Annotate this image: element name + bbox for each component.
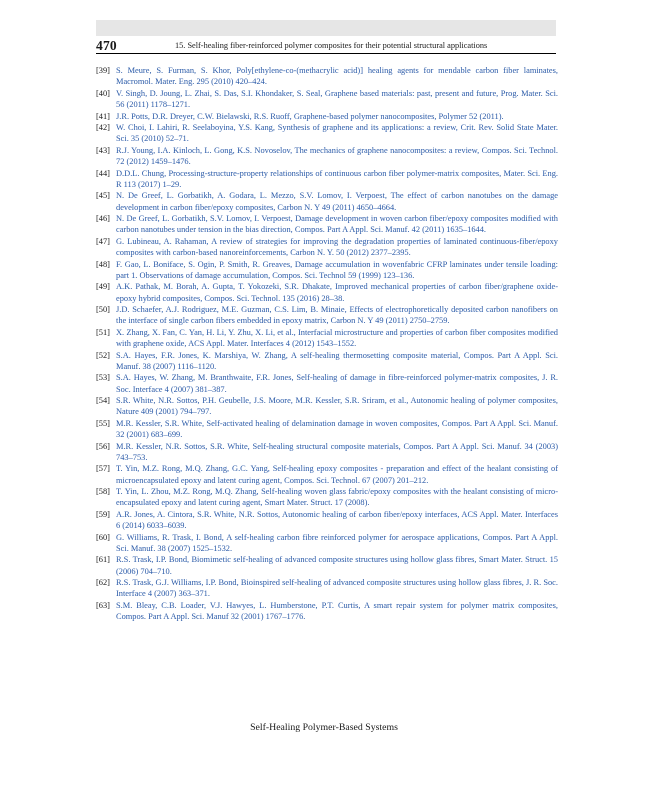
reference-number: [60] [96, 532, 110, 542]
reference-item [96, 65, 558, 88]
page-number: 470 [96, 38, 117, 53]
reference-number: [42] [96, 123, 110, 132]
reference-item [96, 395, 558, 418]
reference-item [96, 190, 558, 213]
reference-item [96, 327, 558, 350]
reference-item [96, 236, 558, 259]
reference-item [96, 281, 558, 304]
reference-item [96, 372, 558, 395]
reference-link[interactable]: S.M. Bleay, C.B. Loader, V.J. Hawyes, L. Humberstone, P.T. Curtis, A smart repair system for polymer matrix composites, Compos. Part A Appl. Sci. Manuf 32 (2001) 1767–1776. [116, 600, 558, 621]
reference-link[interactable]: S.A. Hayes, F.R. Jones, K. Marshiya, W. Zhang, A self-healing thermosetting composite material, Compos. Part A Appl. Sci. Manuf. 38 (2007) 1116–1120. [116, 350, 558, 371]
reference-link[interactable]: S. Meure, S. Furman, S. Khor, Poly[ethylene-co-(methacrylic acid)] healing agents for mendable carbon fiber laminates, Macromol. Mater. Eng. 295 (2010) 420–424. [116, 66, 558, 87]
reference-number: [55] [96, 418, 110, 428]
footer-book-title: Self-Healing Polymer-Based Systems [250, 722, 398, 733]
reference-link[interactable]: R.S. Trask, I.P. Bond, Biomimetic self-healing of advanced composite structures using hollow glass fibres, Smart Mater. Struct. 15 (2006) 704–710. [116, 555, 558, 576]
reference-link[interactable]: N. De Greef, L. Gorbatikh, A. Godara, L. Mezzo, S.V. Lomov, I. Verpoest, The effect of carbon nanotubes on the damage development in carbon fiber/epoxy composites, Carbon N. Y 49 (2011) 4650–4664. [116, 191, 558, 212]
reference-item [96, 350, 558, 373]
reference-number: [54] [96, 396, 110, 405]
reference-number: [44] [96, 168, 110, 178]
reference-item [96, 168, 558, 191]
reference-number: [58] [96, 487, 110, 496]
running-title: 15. Self-healing fiber-reinforced polymer composites for their potential structural applications [175, 41, 488, 50]
reference-link[interactable]: S.A. Hayes, W. Zhang, M. Branthwaite, F.R. Jones, Self-healing of damage in fibre-reinforced polymer-matrix composites, J. R. Soc. Interface 4 (2007) 381–387. [116, 373, 558, 394]
reference-number: [51] [96, 327, 110, 337]
reference-link[interactable]: R.J. Young, I.A. Kinloch, L. Gong, K.S. Novoselov, The mechanics of graphene nanocomposites: a review, Compos. Sci. Technol. 72 (2012) 1459–1476. [116, 145, 558, 166]
reference-link[interactable]: J.D. Schaefer, A.J. Rodriguez, M.E. Guzman, C.S. Lim, B. Minaie, Effects of electrophoretically deposited carbon nanofibers on the interface of single carbon fibers embedded in epoxy matrix, Carbon N. Y 49 (2011) 2750–2759. [116, 305, 558, 326]
reference-item [96, 577, 558, 600]
reference-number: [56] [96, 441, 110, 451]
reference-item [96, 111, 558, 122]
reference-number: [52] [96, 350, 110, 360]
reference-item [96, 304, 558, 327]
reference-number: [46] [96, 214, 110, 223]
reference-link[interactable]: R.S. Trask, G.J. Williams, I.P. Bond, Bioinspired self-healing of advanced composite structures using hollow glass fibres, J. R. Soc. Interface 4 (2007) 363–371. [116, 578, 558, 599]
reference-number: [62] [96, 578, 110, 587]
reference-number: [61] [96, 555, 110, 565]
reference-number: [63] [96, 600, 110, 610]
reference-item [96, 509, 558, 532]
reference-link[interactable]: X. Zhang, X. Fan, C. Yan, H. Li, Y. Zhu, X. Li, et al., Interfacial microstructure and properties of carbon fiber composites modified with graphene oxide, ACS Appl. Mater. Interfaces 4 (2012) 1543–1552. [116, 327, 558, 348]
reference-item [96, 418, 558, 441]
reference-item [96, 486, 558, 509]
reference-link[interactable]: G. Lubineau, A. Rahaman, A review of strategies for improving the degradation properties of laminated continuous-fiber/epoxy composites with carbon-based nanoreinforcements, Carbon N. Y. 50 (2012) 2377–2395. [116, 236, 558, 257]
reference-item [96, 463, 558, 486]
reference-number: [41] [96, 111, 110, 121]
reference-item [96, 600, 558, 623]
reference-number: [59] [96, 509, 110, 519]
header-bar [96, 20, 556, 36]
reference-item [96, 554, 558, 577]
reference-item [96, 441, 558, 464]
reference-link[interactable]: M.R. Kessler, N.R. Sottos, S.R. White, Self-healing structural composite materials, Compos. Part A Appl. Sci. Manuf. 34 (2003) 743–753. [116, 441, 558, 462]
reference-item [96, 88, 558, 111]
reference-item [96, 213, 558, 236]
reference-link[interactable]: D.D.L. Chung, Processing-structure-property relationships of continuous carbon fiber polymer-matrix composites, Mater. Sci. Eng. R 113 (2017) 1–29. [116, 168, 558, 189]
reference-link[interactable]: A.R. Jones, A. Cintora, S.R. White, N.R. Sottos, Autonomic healing of carbon fiber/epoxy interfaces, ACS Appl. Mater. Interfaces 6 (2014) 6033–6039. [116, 509, 558, 530]
reference-number: [43] [96, 145, 110, 155]
reference-link[interactable]: V. Singh, D. Joung, L. Zhai, S. Das, S.I. Khondaker, S. Seal, Graphene based materials: past, present and future, Prog. Mater. Sci. 56 (2011) 1178–1271. [116, 88, 558, 109]
reference-link[interactable]: G. Williams, R. Trask, I. Bond, A self-healing carbon fibre reinforced polymer for aerospace applications, Compos. Part A Appl. Sci. Manuf. 38 (2007) 1525–1532. [116, 532, 558, 553]
reference-item [96, 532, 558, 555]
reference-link[interactable]: J.R. Potts, D.R. Dreyer, C.W. Bielawski, R.S. Ruoff, Graphene-based polymer nanocomposites, Polymer 52 (2011). [116, 111, 504, 121]
reference-link[interactable]: F. Gao, L. Boniface, S. Ogin, P. Smith, R. Greaves, Damage accumulation in wovenfabric CFRP laminates under tensile loading: part 1. Observations of damage accumulation, Compos. Sci. Technol 59 (1999) 123–136. [116, 259, 558, 280]
reference-link[interactable]: N. De Greef, L. Gorbatikh, S.V. Lomov, I. Verpoest, Damage development in woven carbon fiber/epoxy composites modified with carbon nanotubes under tension in the bias direction, Compos. Part A Appl. Sci. Manuf. 42 (2011) 1635–1644. [116, 214, 558, 235]
reference-number: [49] [96, 282, 110, 292]
reference-link[interactable]: S.R. White, N.R. Sottos, P.H. Geubelle, J.S. Moore, M.R. Kessler, S.R. Sriram, et al., Autonomic healing of polymer composites, Nature 409 (2001) 794–797. [116, 396, 558, 417]
reference-item [96, 122, 558, 145]
reference-link[interactable]: T. Yin, L. Zhou, M.Z. Rong, M.Q. Zhang, Self-healing woven glass fabric/epoxy composites with the healant consisting of micro-encapsulated epoxy and latent curing agent, Smart Mater. Struct. 17 (2008). [116, 487, 558, 508]
reference-number: [40] [96, 88, 110, 98]
reference-number: [53] [96, 373, 110, 383]
reference-number: [50] [96, 305, 110, 314]
reference-link[interactable]: M.R. Kessler, S.R. White, Self-activated healing of delamination damage in woven composites, Compos. Part A Appl. Sci. Manuf. 32 (2001) 683–699. [116, 418, 558, 439]
reference-item [96, 259, 558, 282]
reference-number: [45] [96, 191, 110, 201]
header-rule [96, 53, 556, 54]
reference-link[interactable]: T. Yin, M.Z. Rong, M.Q. Zhang, G.C. Yang, Self-healing epoxy composites - preparation and effect of the healant consisting of microencapsulated epoxy and latent curing agent, Compos. Sci. Technol. 67 (2007) 201–212. [116, 464, 558, 485]
reference-number: [39] [96, 66, 110, 75]
reference-number: [48] [96, 259, 110, 269]
reference-number: [47] [96, 236, 110, 246]
reference-link[interactable]: A.K. Pathak, M. Borah, A. Gupta, T. Yokozeki, S.R. Dhakate, Improved mechanical properties of carbon fiber/graphene oxide-epoxy hybrid composites, Compos. Sci. Technol. 135 (2016) 28–38. [116, 282, 558, 303]
reference-list [96, 65, 558, 623]
reference-item [96, 145, 558, 168]
reference-number: [57] [96, 464, 110, 474]
reference-link[interactable]: W. Choi, I. Lahiri, R. Seelaboyina, Y.S. Kang, Synthesis of graphene and its applications: a review, Crit. Rev. Solid State Mater. Sci. 35 (2010) 52–71. [116, 123, 558, 144]
